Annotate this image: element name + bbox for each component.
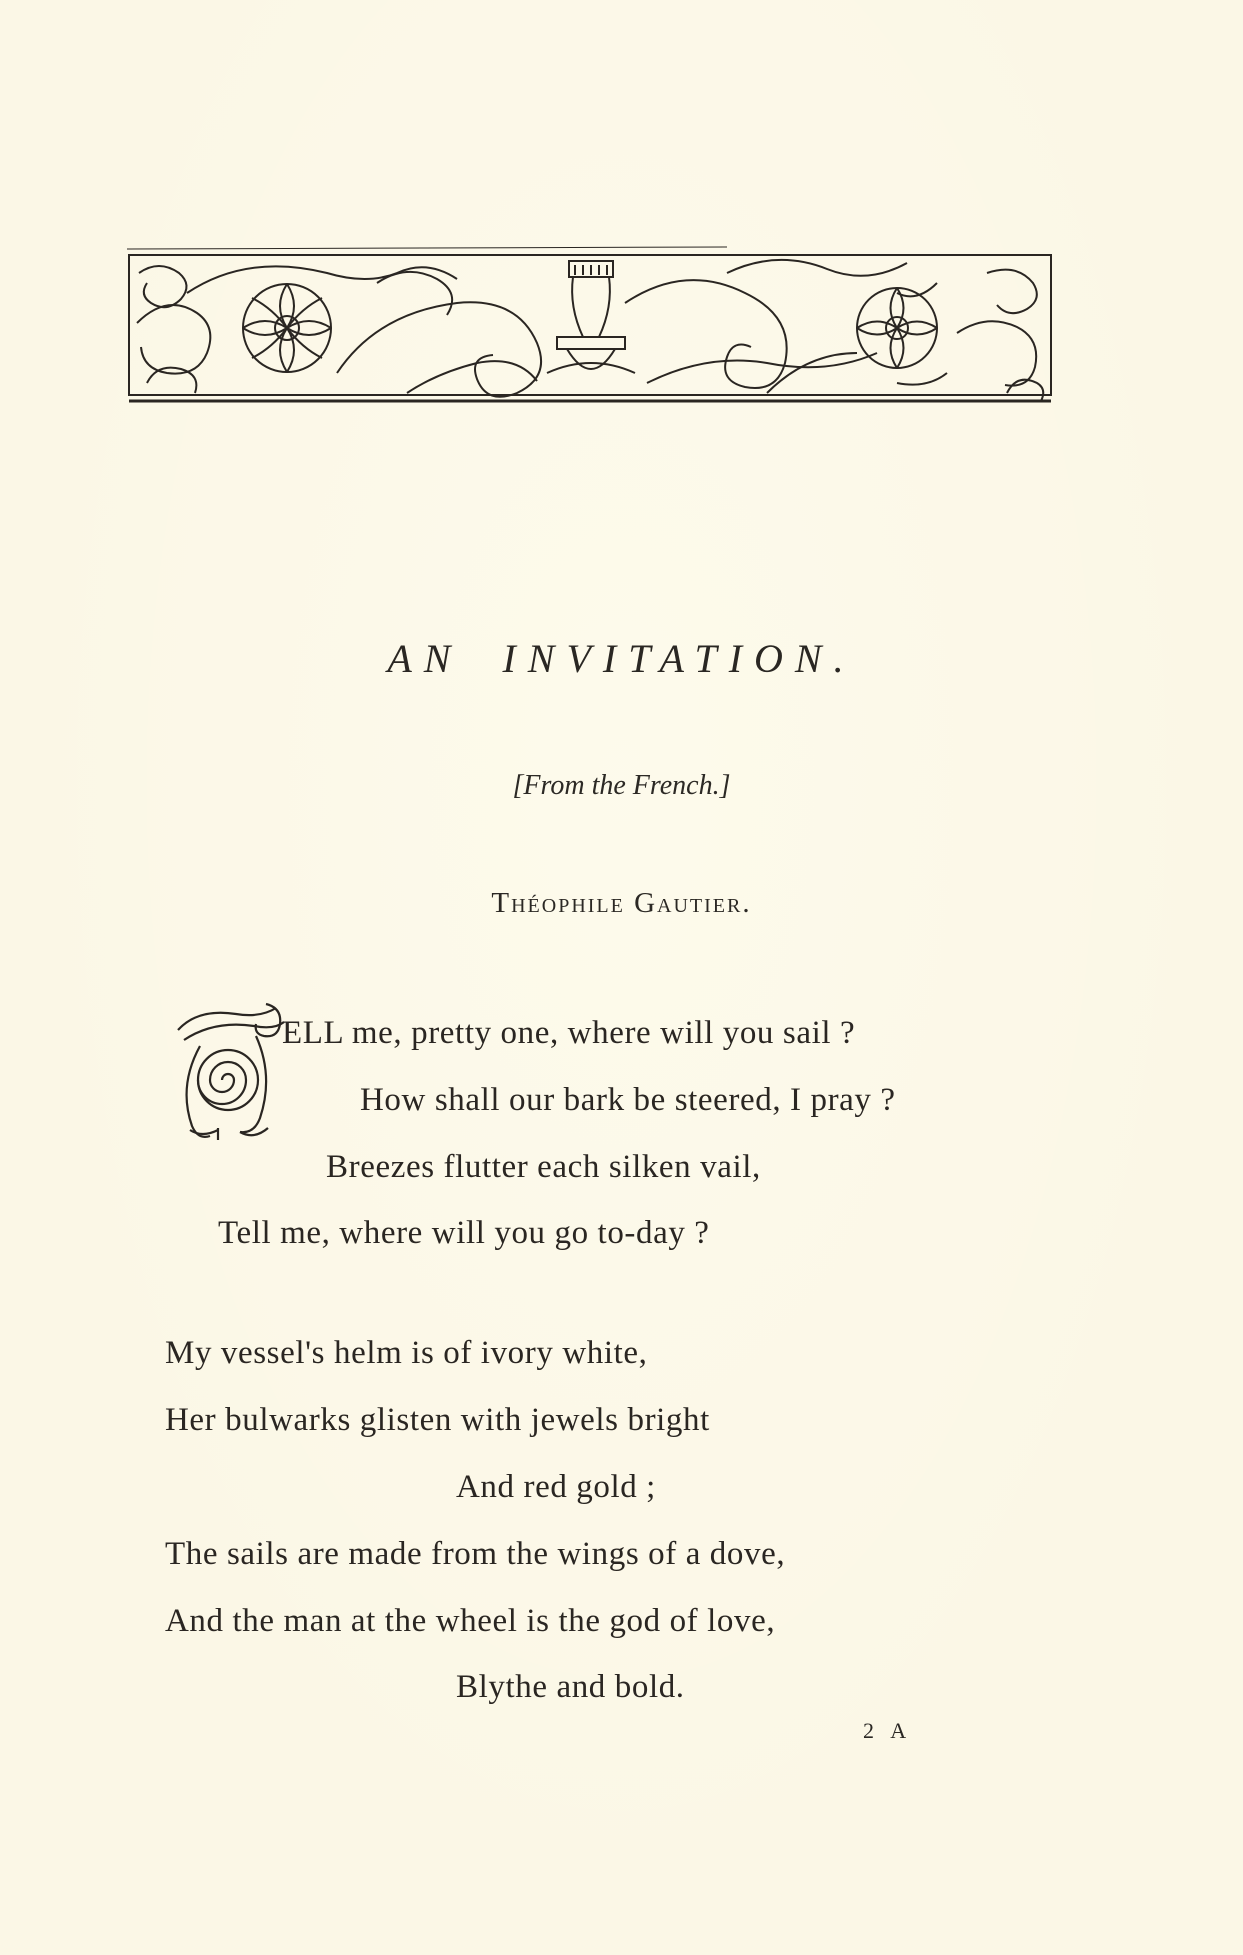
poem-line: Tell me, where will you go to-day ? xyxy=(218,1215,710,1251)
poem-line: Her bulwarks glisten with jewels bright xyxy=(165,1402,710,1438)
poem-title: AN INVITATION. xyxy=(387,636,856,681)
poem-line: And red gold ; xyxy=(456,1469,656,1505)
poem-author: Théophile Gautier. xyxy=(491,887,752,919)
ornamental-headpiece xyxy=(127,243,1055,405)
ornamental-dropcap-t xyxy=(170,1000,290,1140)
poem-line: Breezes flutter each silken vail, xyxy=(326,1149,761,1185)
poem-line: The sails are made from the wings of a dove, xyxy=(165,1536,786,1572)
poem-subtitle: [From the French.] xyxy=(512,770,731,801)
printer-signature-mark: 2 A xyxy=(863,1718,913,1743)
poem-line: And the man at the wheel is the god of love, xyxy=(165,1603,776,1639)
poem-line: ELL me, pretty one, where will you sail ? xyxy=(282,1015,856,1051)
poem-line: Blythe and bold. xyxy=(456,1669,685,1705)
poem-line: How shall our bark be steered, I pray ? xyxy=(360,1082,896,1118)
poem-line: My vessel's helm is of ivory white, xyxy=(165,1335,648,1371)
